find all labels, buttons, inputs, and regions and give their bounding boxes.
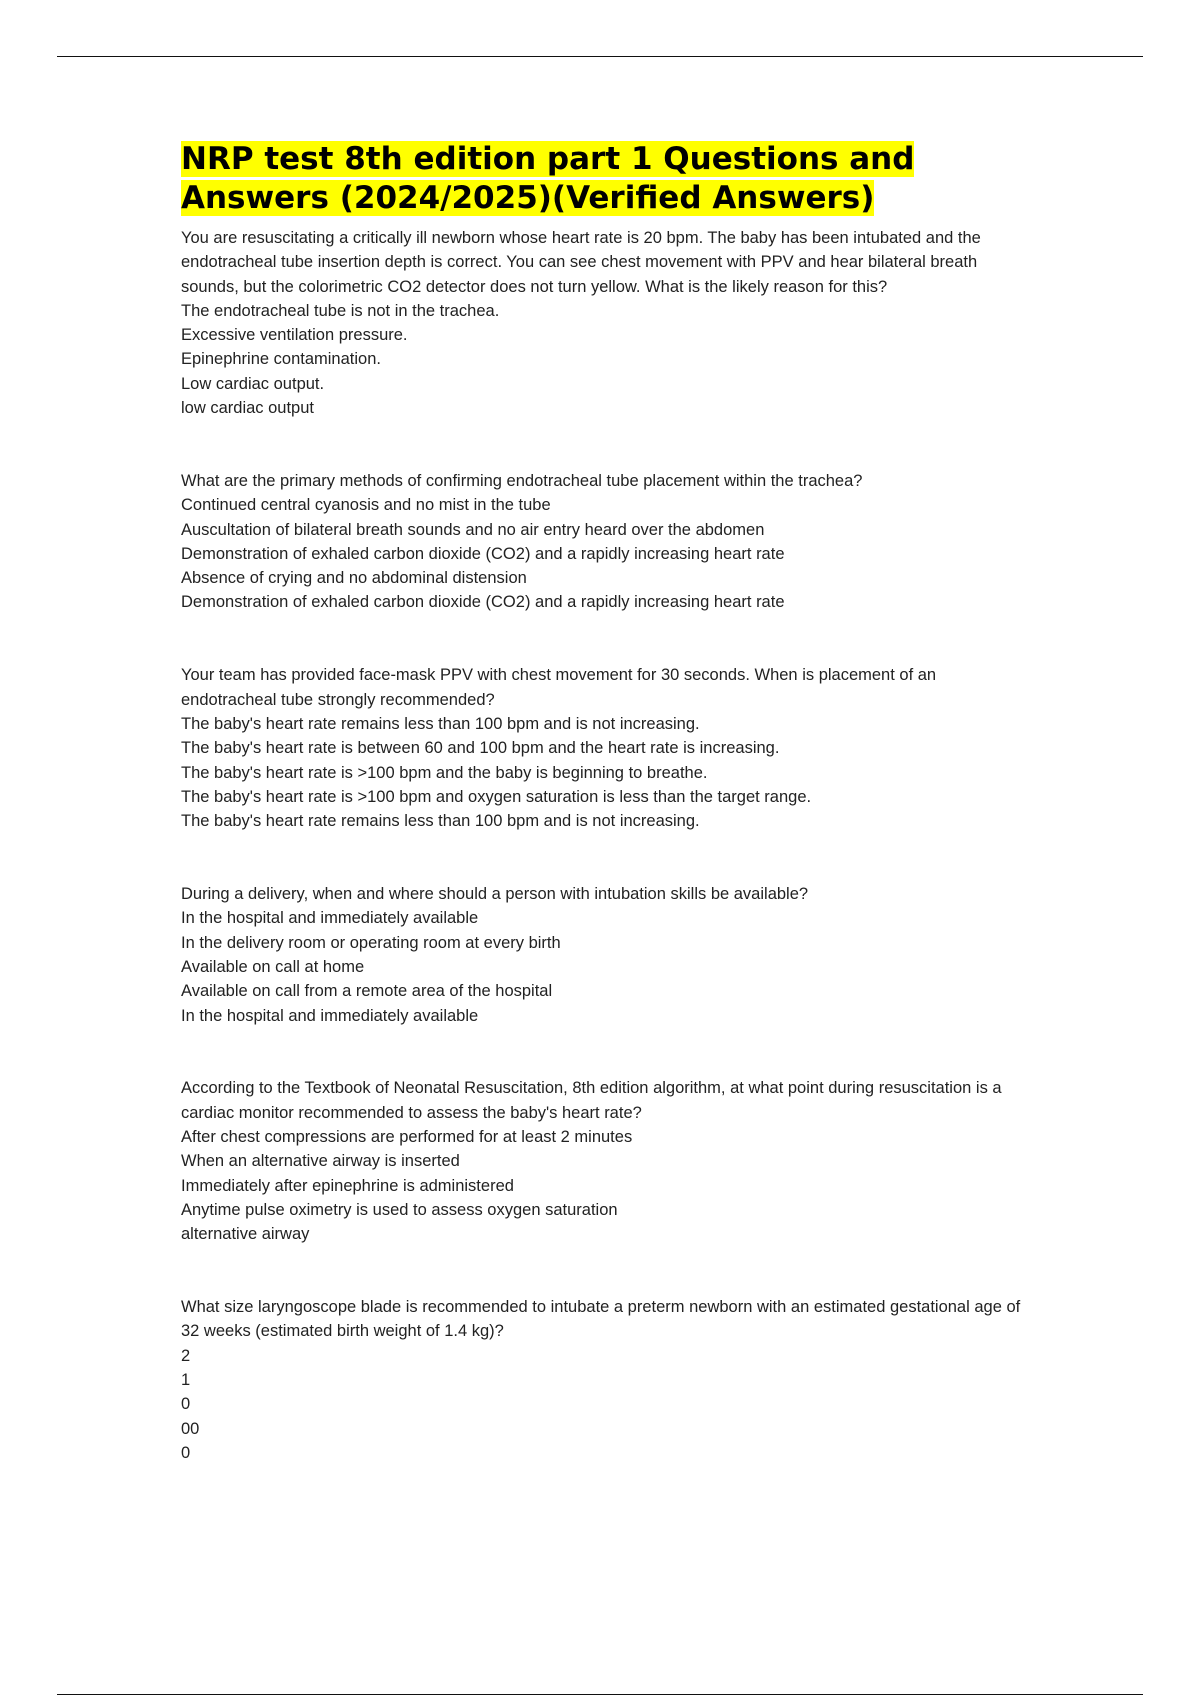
- answer-option: Immediately after epinephrine is administered: [181, 1176, 514, 1195]
- answer-option: Excessive ventilation pressure.: [181, 326, 408, 345]
- answer-option: In the hospital and immediately available: [181, 909, 479, 928]
- answer-option: Auscultation of bilateral breath sounds and no air entry heard over the abdomen: [181, 520, 765, 539]
- document-body: [181, 140, 1031, 1465]
- answer-option: In the delivery room or operating room at every birth: [181, 933, 561, 952]
- verified-answer: 0: [181, 1443, 191, 1462]
- answer-option: 00: [181, 1419, 200, 1438]
- verified-answer: The baby's heart rate remains less than 100 bpm and is not increasing.: [181, 812, 700, 831]
- answer-option: The baby's heart rate is >100 bpm and oxygen saturation is less than the target range.: [181, 787, 812, 806]
- question-block-4: [181, 882, 1031, 1028]
- answer-option: Epinephrine contamination.: [181, 350, 381, 369]
- verified-answer: In the hospital and immediately available: [181, 1006, 479, 1025]
- question-text: Your team has provided face-mask PPV with chest movement for 30 seconds. When is placement of an endotracheal tube strongly recommended?: [181, 666, 937, 709]
- question-text: You are resuscitating a critically ill newborn whose heart rate is 20 bpm. The baby has been intubated and the endotracheal tube insertion depth is correct. You can see chest movement with PPV and hear bilateral breath sounds, but the colorimetric CO2 detector does not turn yellow. What is the likely reason for this?: [181, 229, 981, 296]
- question-text: What size laryngoscope blade is recommended to intubate a preterm newborn with an estimated gestational age of 32 weeks (estimated birth weight of 1.4 kg)?: [181, 1298, 1021, 1341]
- question-block-5: [181, 1076, 1031, 1246]
- title-highlight: NRP test 8th edition part 1 Questions and Answers (2024/2025)(Verified Answers): [181, 141, 915, 216]
- answer-option: The baby's heart rate remains less than 100 bpm and is not increasing.: [181, 714, 700, 733]
- answer-option: The baby's heart rate is between 60 and 100 bpm and the heart rate is increasing.: [181, 739, 780, 758]
- answer-option: The baby's heart rate is >100 bpm and the baby is beginning to breathe.: [181, 763, 708, 782]
- header-rule: [57, 56, 1143, 57]
- answer-option: Demonstration of exhaled carbon dioxide (CO2) and a rapidly increasing heart rate: [181, 544, 785, 563]
- answer-option: After chest compressions are performed for at least 2 minutes: [181, 1127, 633, 1146]
- verified-answer: low cardiac output: [181, 399, 314, 418]
- answer-option: Anytime pulse oximetry is used to assess oxygen saturation: [181, 1200, 618, 1219]
- question-block-1: [181, 226, 1031, 420]
- answer-option: 1: [181, 1370, 191, 1389]
- answer-option: When an alternative airway is inserted: [181, 1152, 460, 1171]
- answer-option: Low cardiac output.: [181, 374, 325, 393]
- question-text: What are the primary methods of confirming endotracheal tube placement within the trachea?: [181, 471, 863, 490]
- document-title: [181, 140, 1031, 218]
- answer-option: 0: [181, 1395, 191, 1414]
- answer-option: Absence of crying and no abdominal distension: [181, 569, 527, 588]
- question-block-2: [181, 469, 1031, 615]
- question-block-6: [181, 1295, 1031, 1465]
- verified-answer: alternative airway: [181, 1225, 310, 1244]
- answer-option: Available on call from a remote area of the hospital: [181, 982, 553, 1001]
- answer-option: 2: [181, 1346, 191, 1365]
- answer-option: Available on call at home: [181, 957, 365, 976]
- question-block-3: [181, 663, 1031, 833]
- answer-option: The endotracheal tube is not in the trachea.: [181, 301, 500, 320]
- verified-answer: Demonstration of exhaled carbon dioxide (CO2) and a rapidly increasing heart rate: [181, 593, 785, 612]
- answer-option: Continued central cyanosis and no mist in the tube: [181, 496, 551, 515]
- question-text: According to the Textbook of Neonatal Resuscitation, 8th edition algorithm, at what point during resuscitation is a cardiac monitor recommended to assess the baby's heart rate?: [181, 1079, 1002, 1122]
- question-text: During a delivery, when and where should a person with intubation skills be available?: [181, 885, 809, 904]
- footer-rule: [57, 1694, 1143, 1695]
